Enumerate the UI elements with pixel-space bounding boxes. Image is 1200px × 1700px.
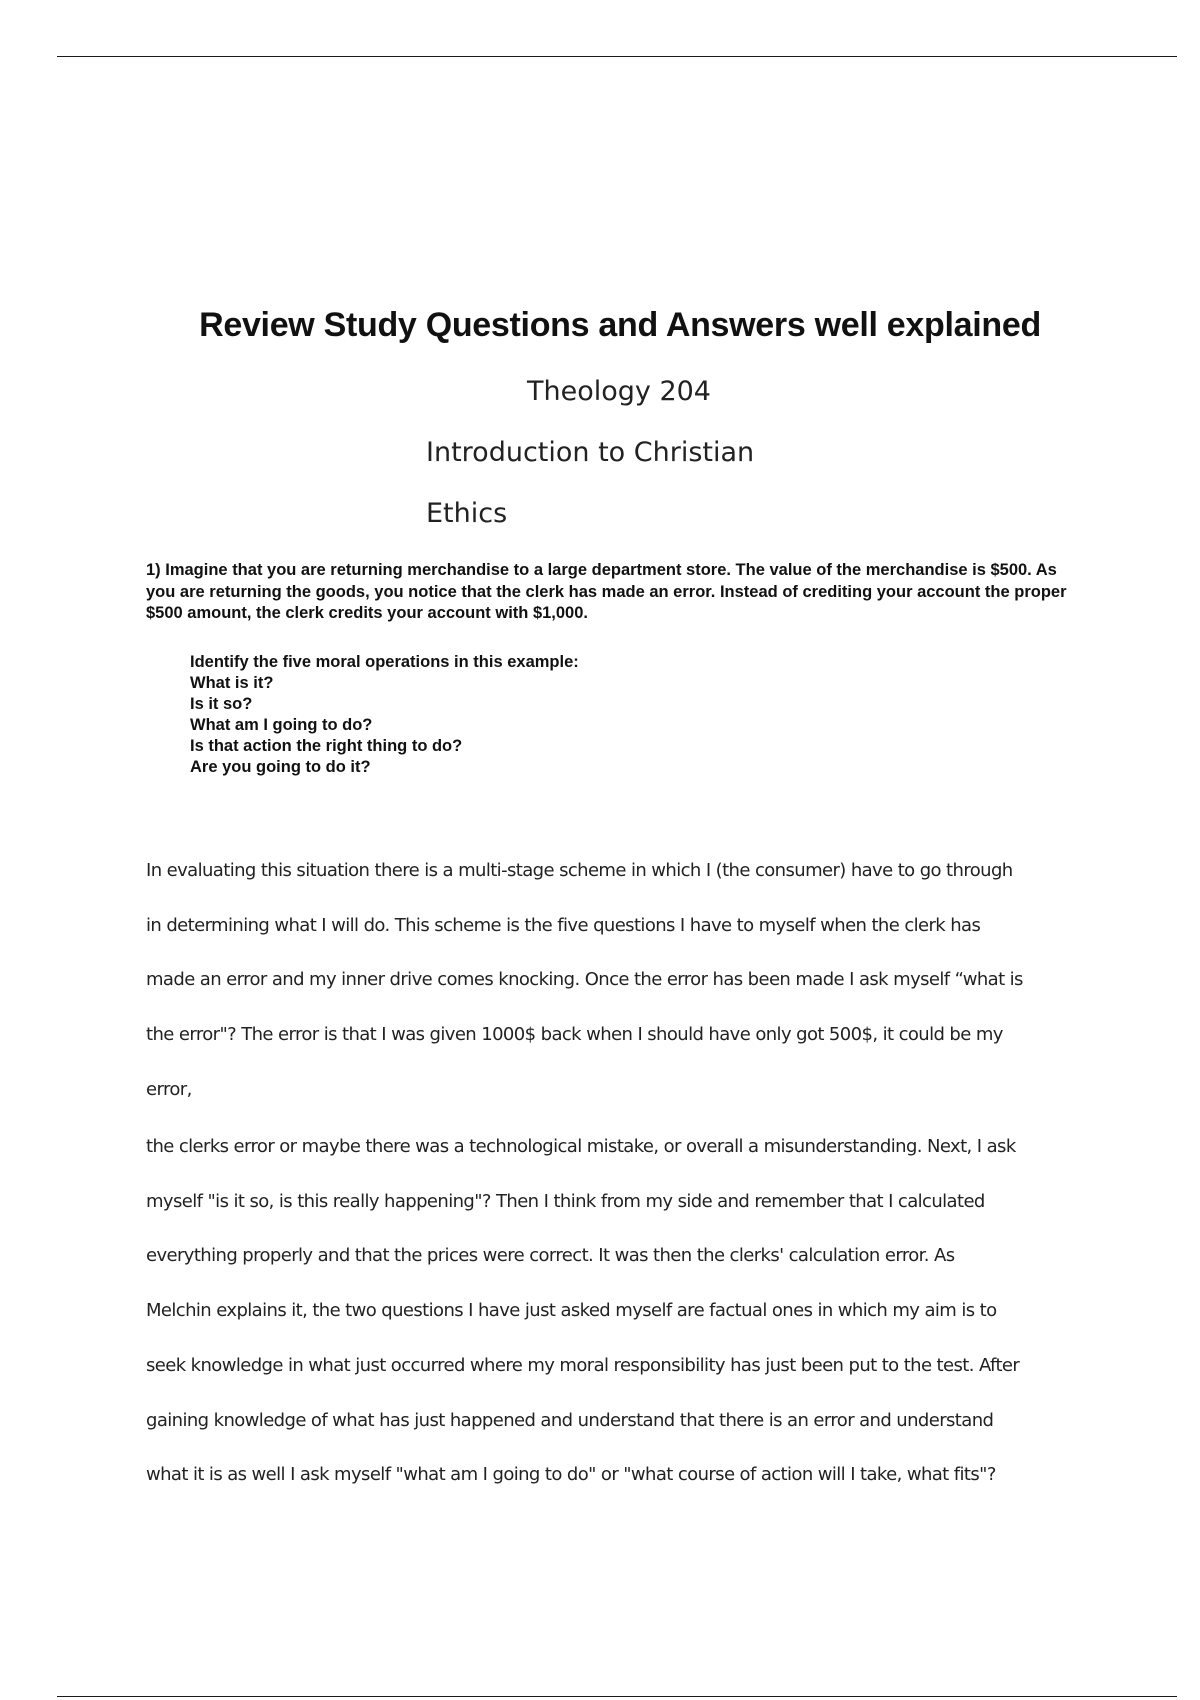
operation-item: Are you going to do it?	[190, 758, 371, 776]
course-name-line-2: Ethics	[426, 498, 508, 529]
course-code: Theology 204	[527, 376, 711, 407]
answer-line: error,	[146, 1078, 192, 1100]
question-text: 1) Imagine that you are returning merchandise to a large department store. The value of the merchandise is $500. As you are returning the goods, you notice that the clerk has made an error. Instead of crediting your account the proper $500 amount, the clerk credits your account with $1,000.	[146, 561, 1067, 622]
answer-paragraph-1	[146, 844, 1146, 1118]
operation-item: Is that action the right thing to do?	[190, 737, 463, 755]
moral-operations-list	[190, 652, 890, 778]
top-rule	[57, 56, 1177, 57]
answer-line: everything properly and that the prices were correct. It was then the clerks' calculation error. As	[146, 1245, 955, 1267]
operation-item: What am I going to do?	[190, 716, 373, 734]
bottom-rule	[57, 1696, 1177, 1697]
answer-line: seek knowledge in what just occurred where my moral responsibility has just been put to the test. After	[146, 1354, 1020, 1376]
operation-item: Is it so?	[190, 695, 253, 713]
operation-item: What is it?	[190, 674, 274, 692]
answer-line: the clerks error or maybe there was a technological mistake, or overall a misunderstanding. Next, I ask	[146, 1136, 1016, 1157]
course-name-line-1: Introduction to Christian	[426, 437, 755, 468]
answer-line: myself "is it so, is this really happening"? Then I think from my side and remember that I calculated	[146, 1190, 985, 1212]
answer-line: what it is as well I ask myself "what am I going to do" or "what course of action will I take, what fits"?	[146, 1464, 996, 1486]
answer-line: made an error and my inner drive comes knocking. Once the error has been made I ask myself “what is	[146, 969, 1023, 991]
answer-line: in determining what I will do. This scheme is the five questions I have to myself when the clerk has	[146, 914, 981, 936]
operations-intro: Identify the five moral operations in this example:	[190, 653, 579, 671]
answer-line: the error"? The error is that I was given 1000$ back when I should have only got 500$, it could be my	[146, 1024, 1003, 1046]
answer-line: In evaluating this situation there is a multi-stage scheme in which I (the consumer) have to go through	[146, 860, 1013, 881]
document-title: Review Study Questions and Answers well explained	[199, 306, 1041, 344]
answer-paragraph-2	[146, 1120, 1146, 1503]
answer-line: Melchin explains it, the two questions I have just asked myself are factual ones in which my aim is to	[146, 1300, 997, 1322]
answer-line: gaining knowledge of what has just happened and understand that there is an error and understand	[146, 1409, 994, 1431]
